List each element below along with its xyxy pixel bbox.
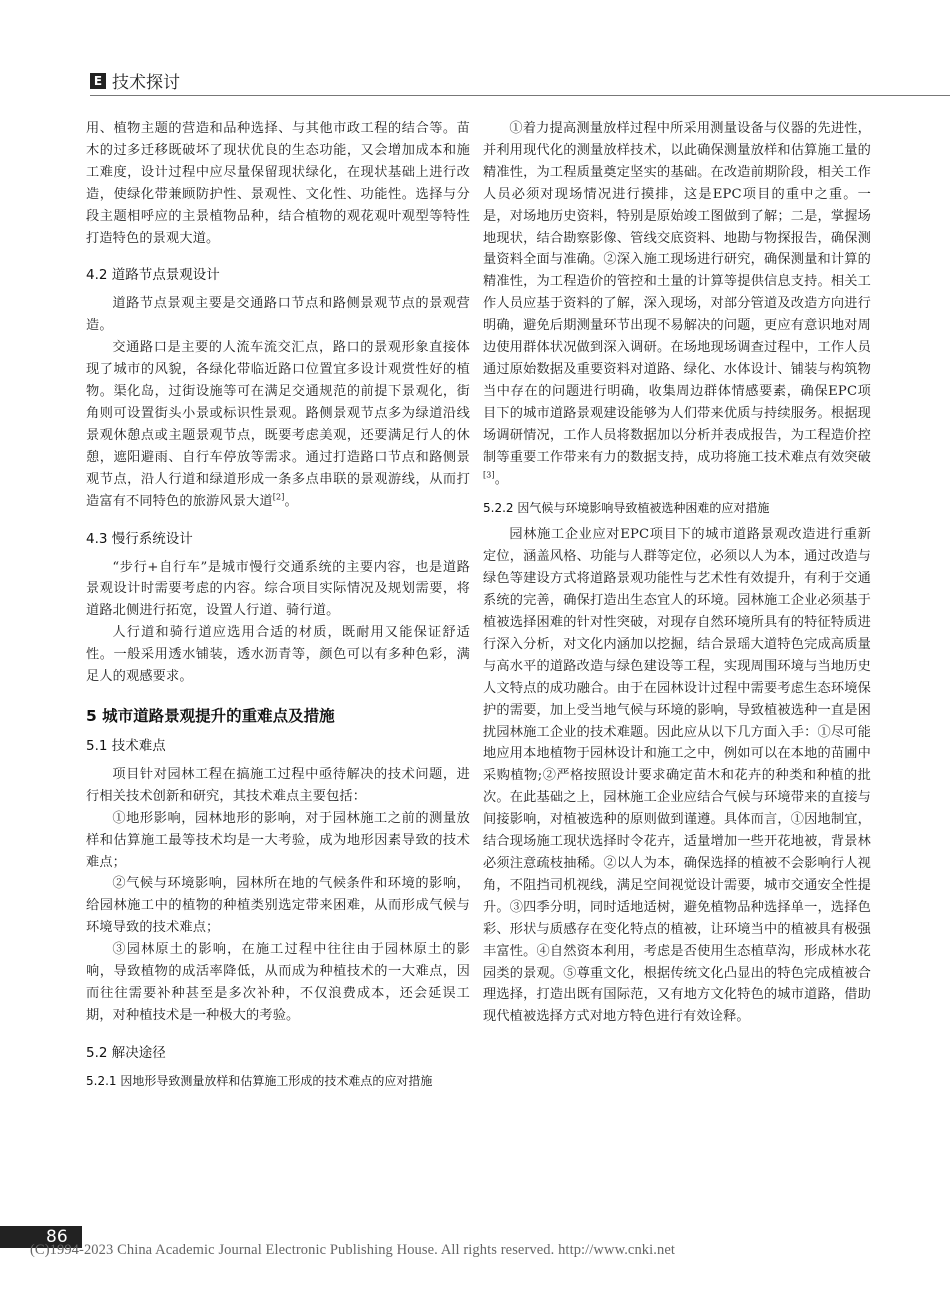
heading-5: 5 城市道路景观提升的重难点及措施 — [86, 706, 335, 725]
heading-5-2-1: 5.2.1 因地形导致测量放样和估算施工形成的技术难点的应对措施 — [86, 1073, 433, 1088]
section-title: 技术探讨 — [112, 73, 180, 93]
heading-4-3: 4.3 慢行系统设计 — [86, 530, 193, 547]
heading-5-2-2: 5.2.2 因气候与环境影响导致植被选种困难的应对措施 — [483, 501, 770, 516]
paragraph-text: 交通路口是主要的人流车流交汇点，路口的景观形象直接体现了城市的风貌，各绿化带临近路口位置宜多设计观赏性好的植物。渠化岛，过街设施等可在满足交通规范的前提下景观化，街角则可设置街头小景或标识性景观。路侧景观节点多为绿道沿线景观休憩点或主题景观节点，既要考虑美观，还要满足行人的休憩，遮阳避雨、自行车停放等需求。通过打造路口节点和路侧景观节点，沿人行道和绿道形成一条多点串联的景观游线，从而打造富有不同特色的旅游风景大道 — [86, 340, 470, 509]
citation-ref[interactable]: [3] — [483, 470, 495, 480]
paragraph: ③园林原土的影响，在施工过程中往往由于园林原土的影响，导致植物的成活率降低，从而成为种植技术的一大难点，因而往往需要补种甚至是多次补种，不仅浪费成本，还会延误工期，对种植技术是一种极大的考验。 — [86, 942, 470, 1023]
citation-ref[interactable]: [2] — [272, 492, 285, 502]
heading-5-2: 5.2 解决途径 — [86, 1044, 166, 1061]
paragraph: 园林施工企业应对EPC项目下的城市道路景观改造进行重新定位，涵盖风格、功能与人群等定位，必须以人为本，通过改造与绿色等建设方式将道路景观功能性与艺术性有效提升，有利于交通系统的完善，确保打造出生态宜人的环境。园林施工企业必须基于植被选择困难的针对性突破，对现存自然环境所具有的特征特质进行深入分析，对文化内涵加以挖掘，结合景瑶大道特色完成高质量与高水平的道路改造与绿色建设等工程，实现周围环境与当地历史人文特点的成功融合。由于在园林设计过程中需要考虑生态环境保护的需要，加上受当地气候与环境的影响，导致植被选种一直是困扰园林施工企业的技术难题。因此应从以下几方面入手：①尽可能地应用本地植物于园林设计和施工之中，例如可以在本地的苗圃中采购植物;②严格按照设计要求确定苗木和花卉的种类和种植的批次。在此基础之上，园林施工企业应结合气候与环境带来的直接与间接影响，对植被选种的原则做到谨遵。具体而言，①因地制宜，结合现场施工现状选择时令花卉，适量增加一些开花地被，背景林必须注意疏枝抽稀。②以人为本，确保选择的植被不会影响行人视角，不阻挡司机视线，满足空间视觉设计需要，城市交通安全性提升。③四季分明，同时适地适树，避免植物品种选择单一，选择色彩、形状与质感存在变化特点的植被，让环境当中的植被具有极强丰富性。④自然资本利用，考虑是否使用生态植草沟，形成林水花园类的景观。⑤尊重文化，根据传统文化凸显出的特色完成植被合理选择，打造出既有国际范，又有地方文化特色的城市道路，借助现代植被选择方式对地方特色进行有效诠释。 — [483, 527, 871, 1025]
paragraph: “步行+自行车”是城市慢行交通系统的主要内容，也是道路景观设计时需要考虑的内容。综合项目实际情况及规划需要，将道路北侧进行拓宽，设置人行道、骑行道。 — [86, 559, 470, 619]
right-column — [483, 118, 871, 1028]
paragraph: 道路节点景观主要是交通路口节点和路侧景观节点的景观营造。 — [86, 296, 470, 334]
left-column — [86, 118, 470, 1097]
paragraph: ②气候与环境影响，园林所在地的气候条件和环境的影响，给园林施工中的植物的种植类别选定带来困难，从而形成气候与环境导致的技术难点； — [86, 876, 470, 936]
paragraph-end: 。 — [284, 493, 298, 509]
paragraph — [483, 118, 871, 490]
paragraph — [86, 337, 470, 512]
paragraph: ①地形影响，园林地形的影响，对于园林施工之前的测量放样和估算施工最等技术均是一大考验，成为地形因素导致的技术难点； — [86, 810, 470, 870]
heading-4-2: 4.2 道路节点景观设计 — [86, 267, 220, 284]
paragraph-text: ①着力提高测量放样过程中所采用测量设备与仪器的先进性，并利用现代化的测量放样技术，以此确保测量放样和估算施工量的精准性，为工程质量奠定坚实的基础。在改造前期阶段，相关工作人员必须对现场情况进行摸排，这是EPC项目的重中之重。一是，对场地历史资料，特别是原始竣工图做到了解；二是，掌握场地现状，结合勘察影像、管线交底资料、地勘与物探报告，确保测量资料全面与准确。②深入施工现场进行研究，确保测量和计算的精准性，为工程造价的管控和土量的计算等提供信息支持。相关工作人员应基于资料的了解，深入现场，对部分管道及改造方向进行明确，避免后期测量环节出现不易解决的问题，更应有意识地对周边使用群体状况做到深入调研。在场地现场调查过程中，工作人员通过原始数据及重要资料对道路、绿化、水体设计、铺装与构筑物当中存在的问题进行明确，收集周边群体情感要素，确保EPC项目下的城市道路景观建设能够为人们带来优质与持续服务。根据现场调研情况，工作人员将数据加以分析并表成报告，为工程造价控制等重要工作带来有力的数据支持，成功将施工技术难点有效突破 — [483, 121, 871, 465]
journal-logo-icon: E — [90, 73, 106, 89]
paragraph: 人行道和骑行道应选用合适的材质，既耐用又能保证舒适性。一般采用透水铺装，透水沥青等，颜色可以有多种色彩，满足人的观感要求。 — [86, 625, 470, 685]
page-number: 86 — [46, 1227, 68, 1247]
copyright-line: (C)1994-2023 China Academic Journal Electronic Publishing House. All rights reserved. http://www.cnki.net — [30, 1242, 676, 1258]
paragraph: 项目针对园林工程在搞施工过程中亟待解决的技术问题，进行相关技术创新和研究，其技术难点主要包括： — [86, 766, 470, 804]
header-divider — [90, 95, 950, 96]
paragraph: 用、植物主题的营造和品种选择、与其他市政工程的结合等。苗木的过多迁移既破坏了现状优良的生态功能，又会增加成本和施工难度，设计过程中应尽量保留现状绿化，在现状基础上进行改造，使绿化带兼顾防护性、景观性、文化性、功能性。选择与分段主题相呼应的主景植物品种，结合植物的观花观叶观型等特性打造特色的景观大道。 — [86, 121, 470, 246]
running-header — [90, 68, 180, 93]
paragraph-end: 。 — [494, 471, 509, 487]
heading-5-1: 5.1 技术难点 — [86, 737, 166, 754]
